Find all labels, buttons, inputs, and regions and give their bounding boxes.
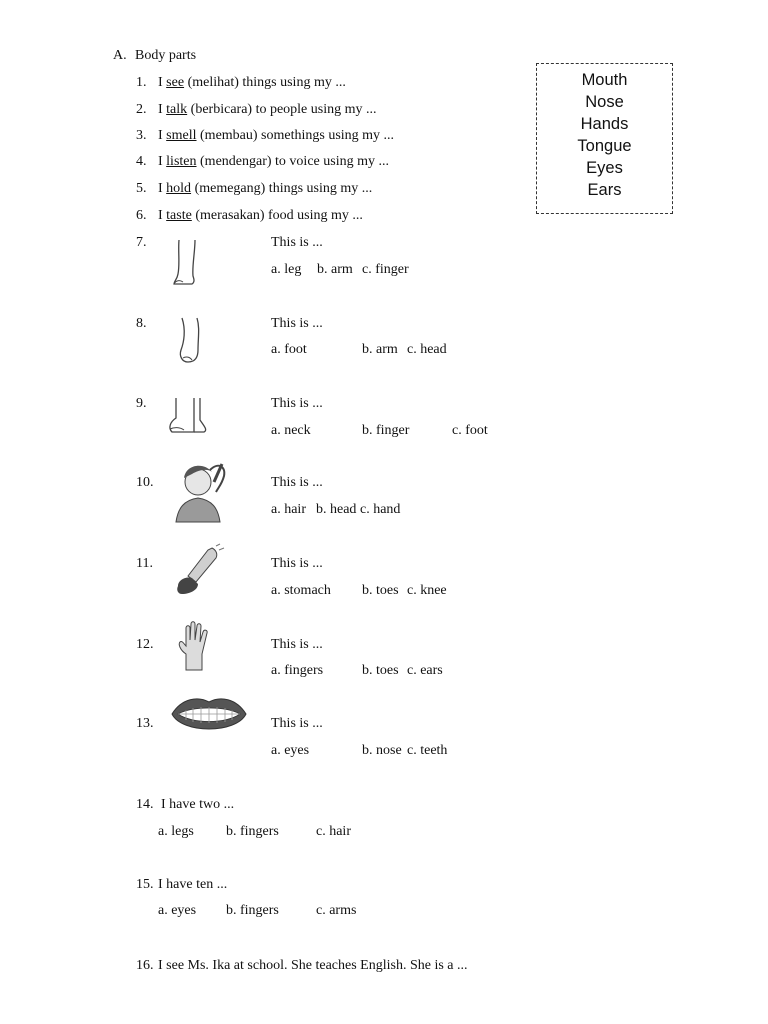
word-box-item: Mouth: [581, 71, 628, 89]
option-a: a. hair: [271, 502, 306, 517]
leg-icon: [168, 236, 202, 288]
option-b: b. head: [316, 502, 357, 517]
sentence-verb: listen: [166, 154, 197, 169]
word-box-item: Tongue: [577, 137, 632, 155]
question-prompt: I have two ...: [161, 797, 235, 812]
sentence-text: I smell (membau) somethings using my ...: [158, 128, 395, 143]
girl-hair-icon: [168, 452, 230, 524]
option-c: c. teeth: [407, 743, 448, 758]
option-b: b. toes: [362, 583, 399, 598]
option-a: a. fingers: [271, 663, 324, 678]
question-prompt: I see Ms. Ika at school. She teaches English. She is a ...: [158, 958, 468, 973]
sentence-verb: smell: [166, 128, 197, 143]
question-prompt: This is ...: [271, 556, 323, 571]
sentence-text: I listen (mendengar) to voice using my ...: [158, 154, 389, 169]
option-c: c. hand: [360, 502, 401, 517]
question-number: 9.: [136, 396, 147, 411]
option-b: b. arm: [362, 342, 398, 357]
bent-leg-icon: [172, 542, 228, 598]
sentence-number: 5.: [136, 181, 147, 196]
option-c: c. arms: [316, 903, 357, 918]
word-box-item: Ears: [587, 181, 622, 199]
question-number: 13.: [136, 716, 154, 731]
hand-icon: [174, 620, 214, 672]
feet-icon: [164, 396, 214, 438]
question-prompt: This is ...: [271, 316, 323, 331]
option-b: b. arm: [317, 262, 353, 277]
sentence-text: I hold (memegang) things using my ...: [158, 181, 373, 196]
sentence-number: 1.: [136, 75, 147, 90]
question-number: 16.: [136, 958, 154, 973]
sentence-verb: taste: [166, 208, 192, 223]
question-prompt: This is ...: [271, 235, 323, 250]
sentence-number: 2.: [136, 102, 147, 117]
sentence-number: 6.: [136, 208, 147, 223]
teeth-icon: [168, 692, 250, 740]
option-a: a. neck: [271, 423, 311, 438]
sentence-text: I talk (berbicara) to people using my ...: [158, 102, 377, 117]
question-prompt: This is ...: [271, 637, 323, 652]
option-c: c. ears: [407, 663, 443, 678]
word-box: [536, 63, 673, 214]
question-number: 8.: [136, 316, 147, 331]
sentence-number: 3.: [136, 128, 147, 143]
section-letter: A.: [113, 48, 127, 63]
question-number: 15.: [136, 877, 154, 892]
option-a: a. eyes: [158, 903, 197, 918]
sentence-verb: talk: [166, 102, 188, 117]
option-b: b. fingers: [226, 903, 279, 918]
option-b: b. toes: [362, 663, 399, 678]
option-c: c. finger: [362, 262, 409, 277]
question-number: 12.: [136, 637, 154, 652]
question-prompt: This is ...: [271, 475, 323, 490]
question-number: 14.: [136, 797, 154, 812]
sentence-verb: hold: [166, 181, 192, 196]
word-box-item: Hands: [580, 115, 629, 133]
sentence-text: I taste (merasakan) food using my ...: [158, 208, 363, 223]
option-c: c. foot: [452, 423, 488, 438]
word-box-item: Eyes: [586, 159, 623, 177]
option-b: b. finger: [362, 423, 410, 438]
option-c: c. hair: [316, 824, 351, 839]
option-a: a. foot: [271, 342, 307, 357]
option-a: a. leg: [271, 262, 302, 277]
question-number: 10.: [136, 475, 154, 490]
question-prompt: This is ...: [271, 396, 323, 411]
option-c: c. knee: [407, 583, 447, 598]
word-box-item: Nose: [585, 93, 624, 111]
section-title: Body parts: [135, 48, 197, 63]
question-number: 11.: [136, 556, 153, 571]
option-a: a. stomach: [271, 583, 331, 598]
option-b: b. nose: [362, 743, 402, 758]
option-b: b. fingers: [226, 824, 279, 839]
sentence-number: 4.: [136, 154, 147, 169]
sentence-text: I see (melihat) things using my ...: [158, 75, 346, 90]
question-prompt: This is ...: [271, 716, 323, 731]
option-a: a. eyes: [271, 743, 310, 758]
option-a: a. legs: [158, 824, 194, 839]
question-prompt: I have ten ...: [158, 877, 228, 892]
question-number: 7.: [136, 235, 147, 250]
option-c: c. head: [407, 342, 447, 357]
foot-icon: [172, 316, 206, 366]
sentence-verb: see: [166, 75, 185, 90]
